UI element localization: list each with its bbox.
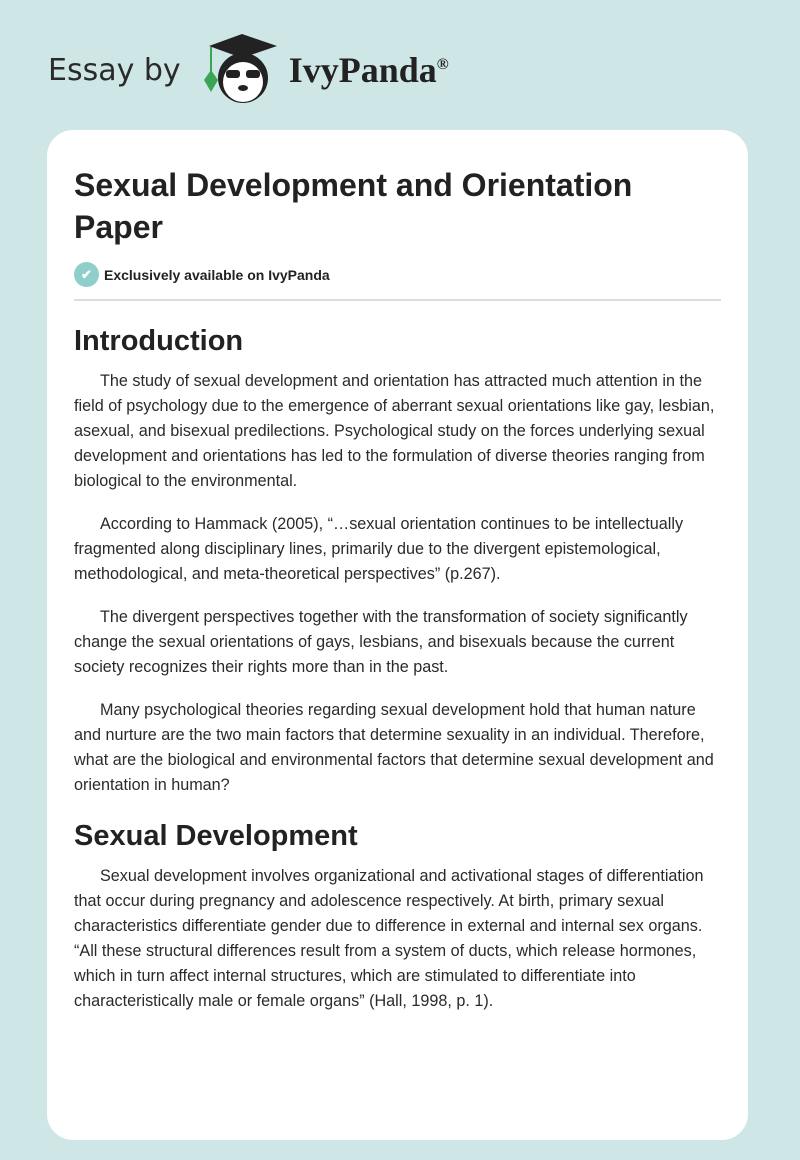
check-icon: ✔ <box>74 262 99 287</box>
section-heading: Introduction <box>74 325 244 357</box>
site-header <box>48 30 449 110</box>
divider <box>74 299 721 301</box>
brand-name[interactable] <box>289 49 449 91</box>
essay-card <box>47 130 748 1140</box>
brand-text: IvyPanda <box>288 50 437 90</box>
essay-by-label: Essay by <box>48 52 181 88</box>
paragraph: Sexual development involves organizational and activational stages of differentiation that occur during pregnancy and adolescence respectively. At birth, primary sexual characteristics differentiate gender due to difference in external and internal sex organs. “All these structural differences result from a system of ducts, which release hormones, which in turn affect internal structures, which are stimulated to differentiate into characteristically male or female organs” (Hall, 1998, p. 1). <box>74 867 704 1010</box>
paragraph: The study of sexual development and orientation has attracted much attention in the field of psychology due to the emergence of aberrant sexual orientations like gay, lesbian, asexual, and bisexual predilections. Psychological study on the forces underlying sexual development and orientations has led to the formulation of diverse theories ranging from biological to the environmental. <box>74 372 715 490</box>
paragraph: The divergent perspectives together with the transformation of society significantly change the sexual orientations of gays, lesbians, and bisexuals because the current society recognizes their rights more than in the past. <box>74 608 688 676</box>
panda-logo-icon[interactable] <box>199 32 285 108</box>
exclusive-badge <box>74 262 721 287</box>
badge-label: Exclusively available on IvyPanda <box>104 266 330 283</box>
paragraph: Many psychological theories regarding sexual development hold that human nature and nurture are the two main factors that determine sexuality in an individual. Therefore, what are the biological and environmental factors that determine sexual development and orientation in human? <box>74 701 714 794</box>
page-title: Sexual Development and Orientation Paper <box>74 167 633 245</box>
registered-mark: ® <box>436 56 449 73</box>
paragraph: According to Hammack (2005), “…sexual orientation continues to be intellectually fragmented along disciplinary lines, primarily due to the divergent epistemological, methodological, and meta-theoretical perspectives” (p.267). <box>74 515 684 583</box>
section-heading: Sexual Development <box>74 820 358 852</box>
